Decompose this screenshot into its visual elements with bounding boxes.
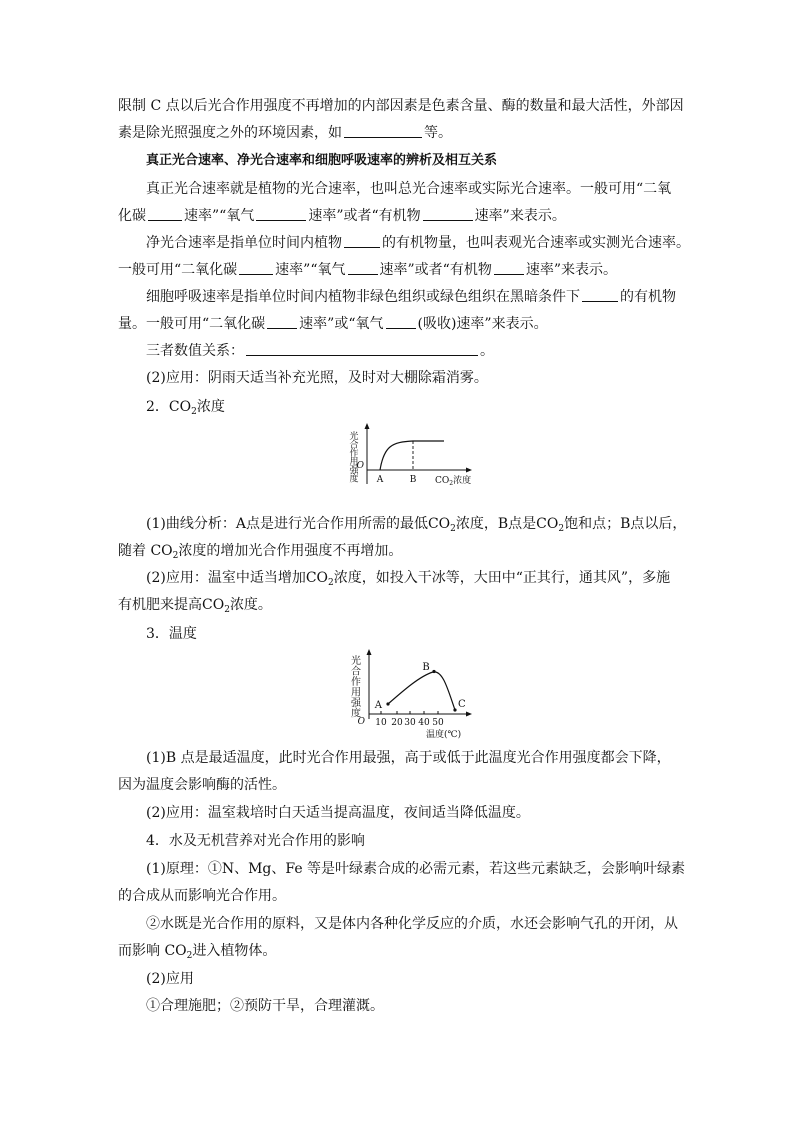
co2-analysis-line-1 [146,514,686,539]
text-span: 速率”来表示。 [525,262,617,278]
text-span: 化碳 [118,208,146,224]
text-span: 有机肥来提高CO [118,597,225,613]
text-span: 而影响 CO [118,943,187,959]
y-axis-label-char: 用 [349,457,359,468]
temp-point-b [432,670,435,673]
rates-heading: 真正光合速率、净光合速率和细胞呼吸速率的辨析及相互关系 [146,153,498,168]
text-span: 。 [480,343,494,359]
text-span: 饱和点；B点以后， [564,516,687,532]
text-span: (2)应用：温室中适当增加CO [146,570,329,586]
fill-blank[interactable] [582,287,618,302]
co2-origin-label: O [356,461,364,471]
co2-x-axis-label-sub: 2 [449,480,454,487]
fill-blank[interactable] [386,314,416,329]
intro-line-2 [118,123,452,143]
text-span: 的有机物 [620,289,676,305]
text-span: 浓度 [196,399,225,415]
co2-y-axis-arrow [365,423,370,429]
temp-heading: 3．温度 [146,626,197,642]
text-span: 速率”“氧气 [184,208,255,224]
text-span: 浓度，B点是CO [455,516,559,532]
water-p1-line-1: (1)原理：①N、Mg、Fe 等是叶绿素合成的必需元素，若这些元素缺乏，会影响叶绿素 [146,861,686,877]
co2-curve [380,441,444,470]
text-span: (1)曲线分析：A点是进行光合作用所需的最低CO [146,516,451,532]
text-span: 细胞呼吸速率是指单位时间内植物非绿色组织或绿色组织在黑暗条件下 [146,289,580,305]
fill-blank[interactable] [239,260,273,275]
fill-blank[interactable] [246,341,478,356]
co2-analysis-line-2 [118,541,402,566]
co2-x-axis-label-a: CO [435,476,450,486]
rates-p1-line-2 [118,206,566,226]
temp-x-tick-label: 10 [375,718,387,728]
temp-p1-line-1: (1)B 点是最适温度，此时光合作用最强，高于或低于此温度光合作用强度都会下降， [146,750,671,766]
text-span: 净光合速率是指单位时间内植物 [146,235,342,251]
co2-heading [146,397,225,422]
temp-point-b-label: B [422,662,430,673]
text-span: 进入植物体。 [192,943,277,959]
temp-x-tick-label: 40 [418,718,430,728]
temp-chart-ylabel [351,654,362,720]
subscript: 2 [191,407,197,417]
rates-p3-line-2 [118,314,548,334]
co2-x-axis-label [435,474,471,487]
co2-chart-ylabel [349,430,359,485]
text-span: 量。一般可用“二氧化碳 [118,316,266,332]
y-axis-label-char: 作 [349,449,359,459]
fill-blank[interactable] [344,233,380,248]
co2-point-a-label: A [376,475,384,485]
rates-p2-line-1 [146,233,690,253]
fill-blank[interactable] [267,314,297,329]
text-span: 浓度的增加光合作用强度不再增加。 [178,543,403,559]
intro-line-2-end: 等。 [424,125,452,141]
text-span: 的有机物量，也叫表观光合速率或实测光合速率。 [382,235,690,251]
y-axis-label-char: 度 [351,708,361,720]
temp-point-c [453,708,456,711]
text-span: 2．CO [146,399,192,415]
y-axis-label-char: 作 [351,677,361,688]
temp-point-a-label: A [374,700,382,711]
text-span: 速率”或者“有机物 [308,208,421,224]
water-p2-line-2 [118,941,276,966]
temp-origin-label: O [357,717,365,727]
y-axis-label-char: 强 [351,698,361,709]
temp-chart [344,648,478,740]
rates-relation [146,341,494,361]
rates-p2-line-2 [118,260,617,280]
subscript: 2 [172,551,179,561]
water-p3: (2)应用 [146,971,194,987]
text-span: 一般可用“二氧化碳 [118,262,238,278]
fill-blank[interactable] [494,260,524,275]
temp-p1-line-2: 因为温度会影响酶的活性。 [118,777,286,793]
subscript: 2 [450,524,456,534]
temp-curve [388,672,455,710]
temp-x-tick-label: 20 [391,718,403,728]
text-span: 浓度。 [229,597,272,613]
y-axis-label-char: 度 [349,474,359,485]
y-axis-label-char: 合 [351,666,361,678]
text-span: 浓度，如投入干冰等，大田中“正其行，通其风”，多施 [333,570,671,586]
fill-blank[interactable] [423,206,473,221]
text-span: (吸收)速率”来表示。 [417,316,548,332]
rates-p3-line-1 [146,287,676,307]
text-span: 速率”或“氧气 [299,316,384,332]
text-span: 速率”来表示。 [474,208,566,224]
co2-point-b-label: B [409,475,417,485]
y-axis-label-char: 强 [349,466,359,476]
y-axis-label-char: 光 [349,432,359,442]
fill-blank[interactable] [148,206,182,221]
water-p4: ①合理施肥；②预防干旱，合理灌溉。 [146,998,384,1014]
co2-x-axis-label-b: 浓度 [453,476,472,486]
co2-chart [338,422,484,492]
water-heading: 4．水及无机营养对光合作用的影响 [146,833,365,849]
water-p2-line-1: ②水既是光合作用的原料，又是体内各种化学反应的介质，水还会影响气孔的开闭，从 [146,916,678,932]
temp-x-axis-arrow [466,712,472,717]
temp-x-tick-label: 30 [404,718,416,728]
subscript: 2 [186,951,193,961]
co2-x-axis-arrow [466,468,472,473]
text-span: 速率”“氧气 [275,262,346,278]
subscript: 2 [558,524,565,534]
subscript: 2 [224,605,230,615]
y-axis-label-char: 用 [351,687,361,699]
fill-blank[interactable] [256,206,306,221]
light-application: (2)应用：阴雨天适当补充光照，及时对大棚除霜消雾。 [146,370,488,386]
co2-application-line-1 [146,568,670,593]
temp-point-a [386,702,389,705]
temp-y-axis-arrow [367,649,372,655]
text-span: 三者数值关系： [146,343,244,359]
temp-p2: (2)应用：温室栽培时白天适当提高温度，夜间适当降低温度。 [146,805,530,821]
intro-line-1: 限制 C 点以后光合作用强度不再增加的内部因素是色素含量、酶的数量和最大活性，外部因 [118,98,684,114]
intro-line-2-text: 素是除光照强度之外的环境因素，如 [118,125,342,141]
fill-blank[interactable] [348,260,378,275]
fill-blank[interactable] [344,123,422,138]
y-axis-label-char: 光 [351,656,361,667]
text-span: 速率”或者“有机物 [379,262,492,278]
temp-x-tick-label: 50 [432,718,444,728]
temp-x-axis-label: 温度(℃) [426,730,462,740]
y-axis-label-char: 合 [349,440,359,451]
water-p1-line-2: 的合成从而影响光合作用。 [118,888,286,904]
co2-application-line-2 [118,595,272,620]
subscript: 2 [328,578,334,588]
temp-point-c-label: C [458,699,466,710]
rates-p1-line-1: 真正光合速率就是植物的光合速率，也叫总光合速率或实际光合速率。一般可用“二氧 [146,181,672,197]
text-span: 随着 CO [118,543,173,559]
